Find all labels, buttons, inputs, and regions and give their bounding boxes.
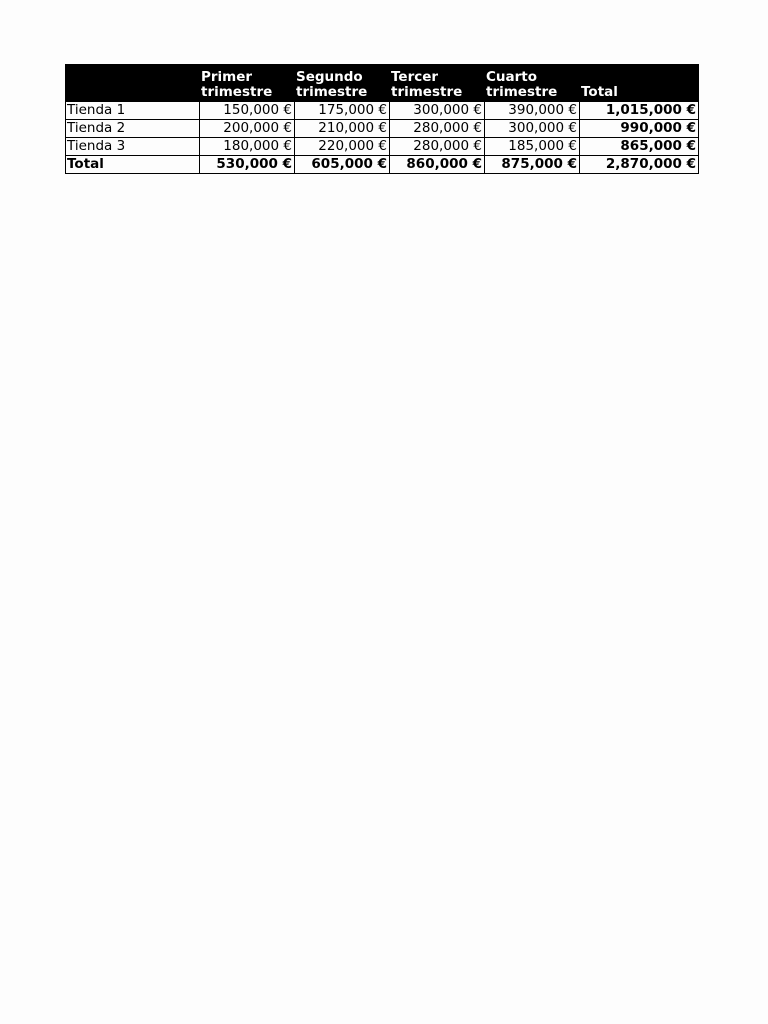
row-label: Tienda 3 [66,138,200,156]
cell-row-total: 1,015,000 € [580,102,699,120]
total-cell-q4: 875,000 € [485,156,580,174]
cell-row-total: 865,000 € [580,138,699,156]
header-row [66,65,699,102]
table-row [66,138,699,156]
cell-q4: 390,000 € [485,102,580,120]
cell-q1: 180,000 € [200,138,295,156]
table-row [66,120,699,138]
header-cell-q2: Segundo trimestre [295,65,390,102]
row-label: Tienda 1 [66,102,200,120]
row-label: Tienda 2 [66,120,200,138]
cell-q2: 175,000 € [295,102,390,120]
cell-q1: 200,000 € [200,120,295,138]
cell-q2: 210,000 € [295,120,390,138]
cell-q2: 220,000 € [295,138,390,156]
cell-q3: 280,000 € [390,120,485,138]
cell-q1: 150,000 € [200,102,295,120]
total-cell-q3: 860,000 € [390,156,485,174]
total-row-label: Total [66,156,200,174]
sales-table [65,64,699,174]
total-cell-q1: 530,000 € [200,156,295,174]
table-row [66,102,699,120]
cell-row-total: 990,000 € [580,120,699,138]
cell-q4: 185,000 € [485,138,580,156]
grand-total-cell: 2,870,000 € [580,156,699,174]
cell-q3: 280,000 € [390,138,485,156]
header-cell-total: Total [580,65,699,102]
cell-q4: 300,000 € [485,120,580,138]
total-row [66,156,699,174]
header-cell-q3: Tercer trimestre [390,65,485,102]
total-cell-q2: 605,000 € [295,156,390,174]
cell-q3: 300,000 € [390,102,485,120]
header-cell-store [66,65,200,102]
header-cell-q4: Cuarto trimestre [485,65,580,102]
header-cell-q1: Primer trimestre [200,65,295,102]
